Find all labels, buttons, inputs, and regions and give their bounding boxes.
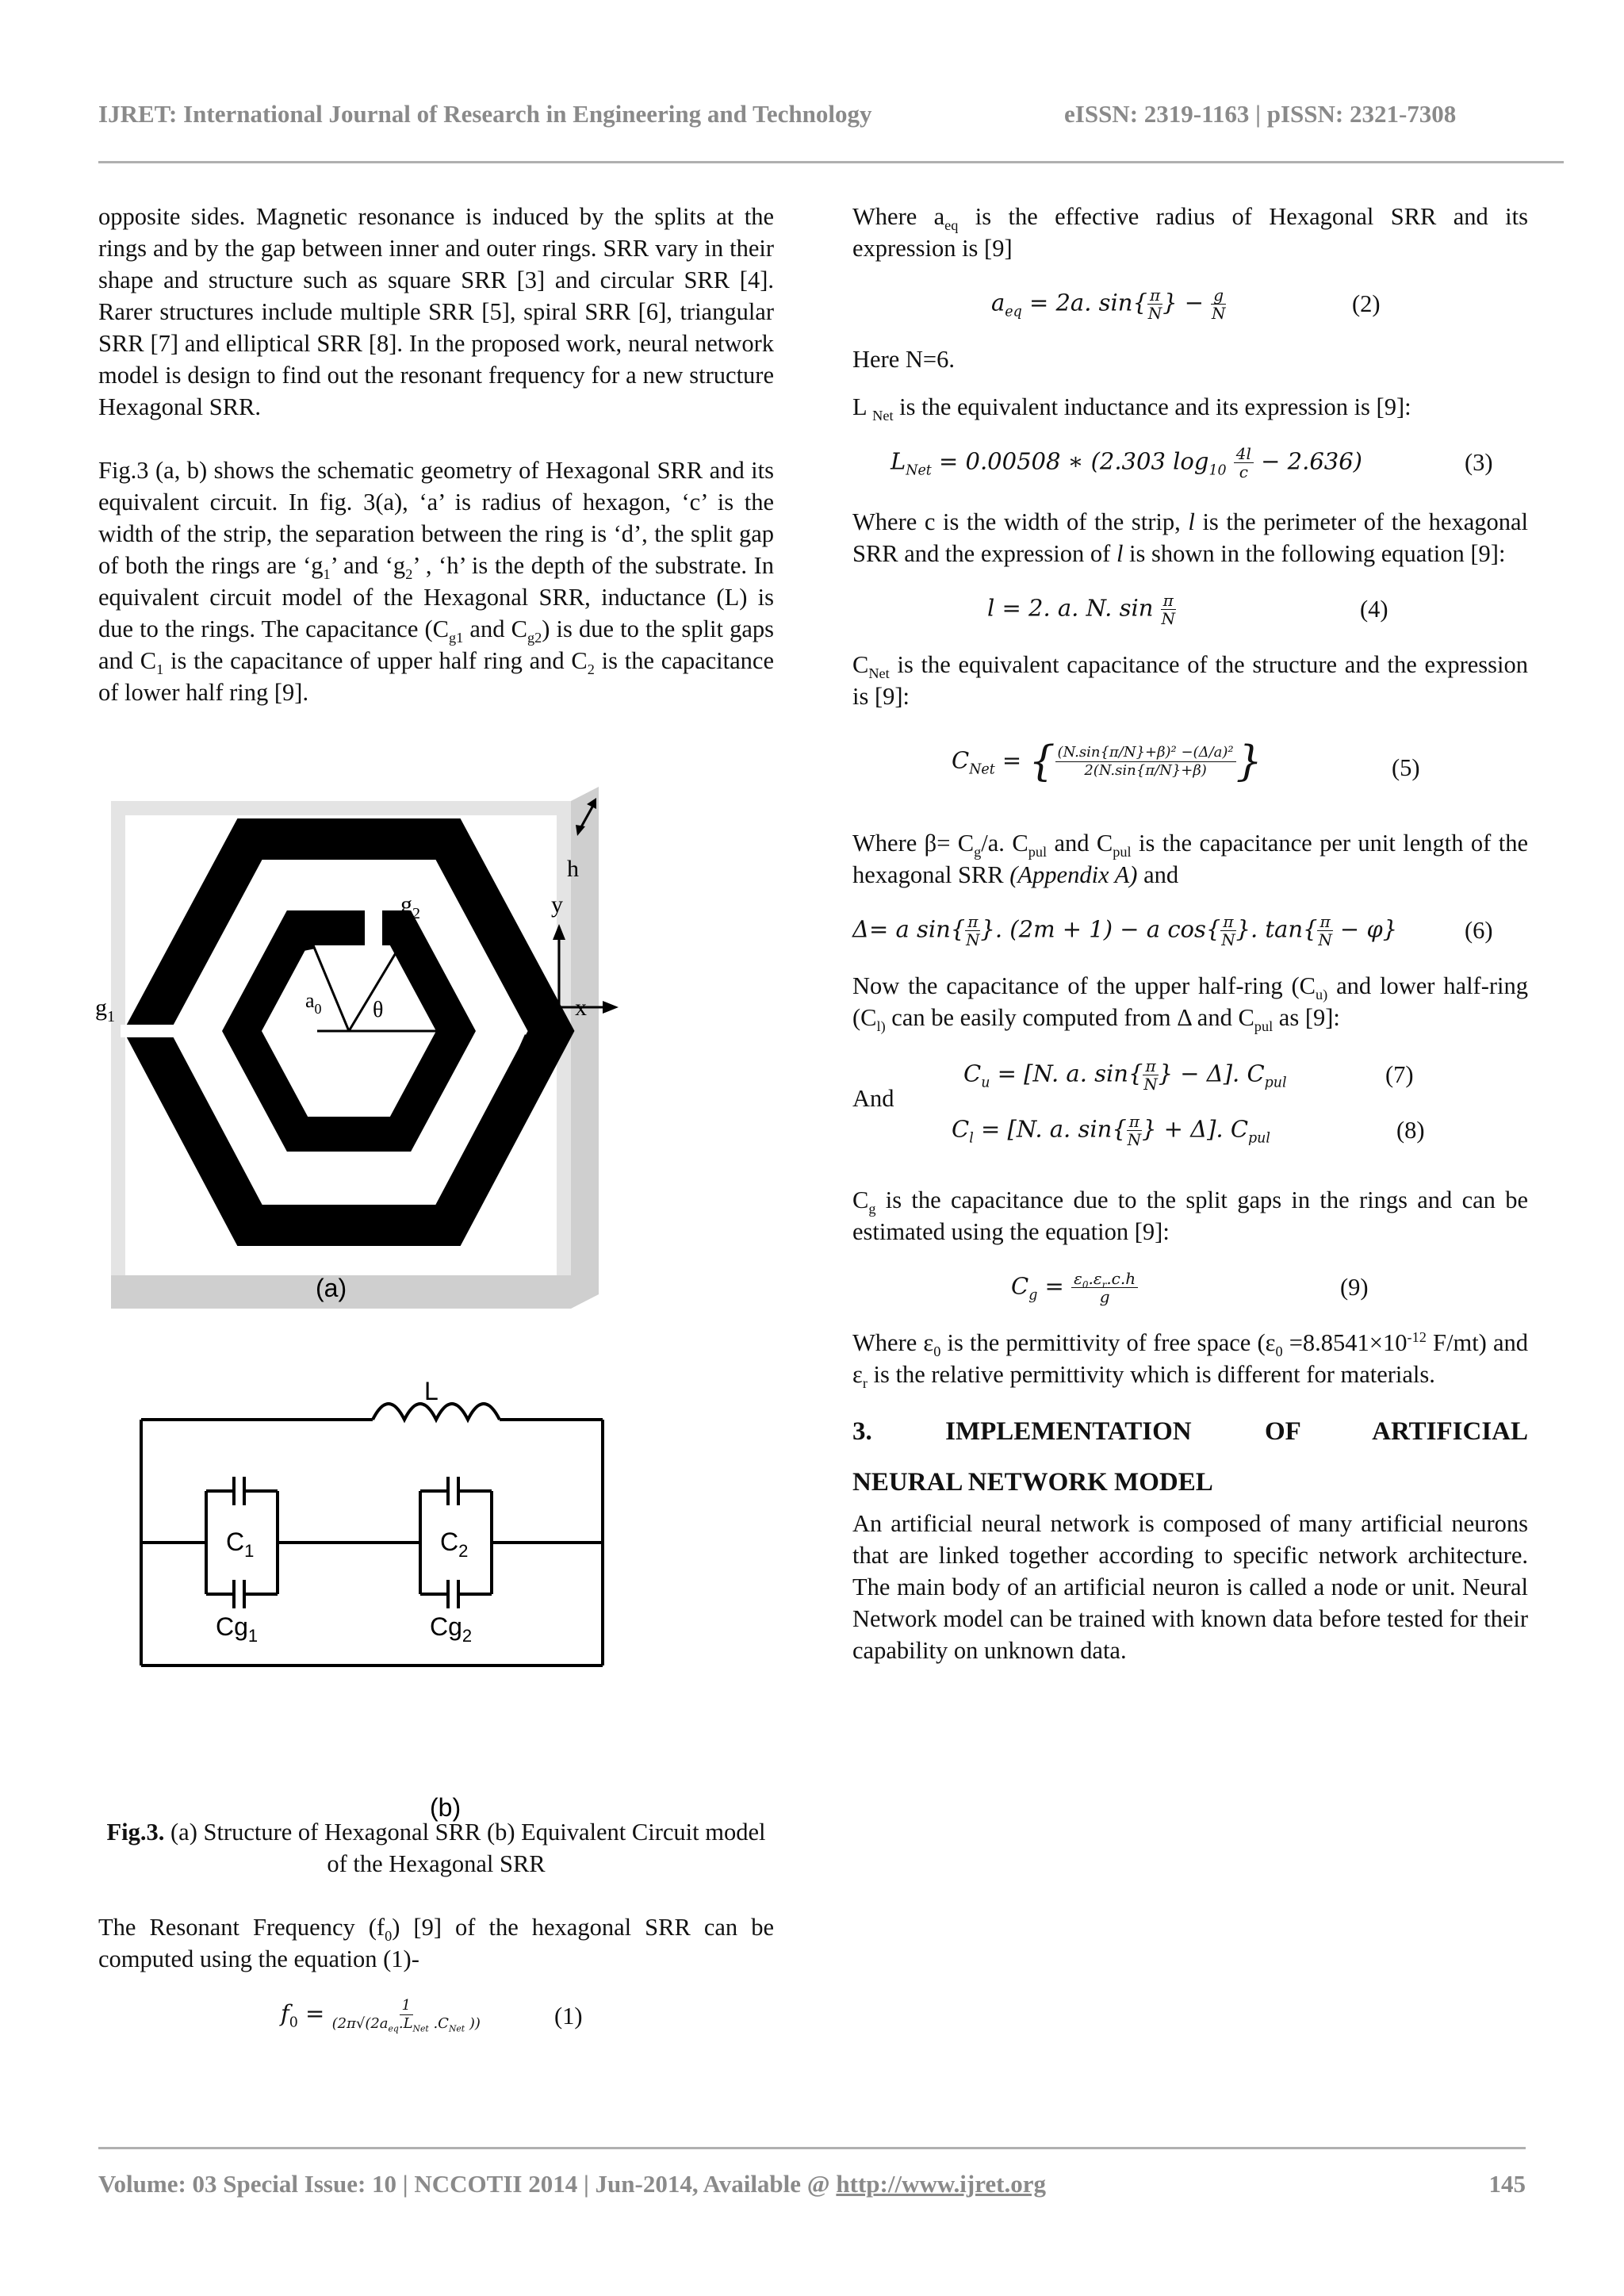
split-gap-outer [121, 1025, 176, 1037]
journal-url-link[interactable]: http://www.ijret.org [836, 2170, 1046, 2198]
paragraph-intro: opposite sides. Magnetic resonance is induced by the splits at the rings and by the gap between inner and outer rings. SRR vary in their shape and structure such as square SRR [3] and circular SRR [4]. Rarer structures include multiple SRR [5], spiral SRR [6], triangular SRR [7] and elliptical SRR [8]. In the proposed work, neural network model is design to find out the resonant frequency for a new structure Hexagonal SRR. [98, 203, 774, 420]
label-h: h [567, 856, 579, 882]
label-a: (a) [316, 1274, 347, 1302]
equation-5: $C_{Net}$ = { $\frac{\text{(N.sin\{π/N\}+β)² −(Δ/a)²}}{2(N.\sin\{\pi/N\}+\beta)}$ } (5) [952, 738, 1420, 786]
section-heading-line2: NEURAL NETWORK MODEL [852, 1468, 1213, 1497]
label-g2: $g_2$ [400, 891, 420, 922]
paragraph-cg: $C_g$ is the capacitance due to the split gaps in the rings and can be estimated using the equation [9]: [852, 1186, 1528, 1245]
equation-4: l = 2. a. N. sin $\frac{\pi}{N}$ (4) [987, 591, 1388, 628]
equation-7: $C_u = [N$. a. sin{ $\frac{\pi}{N}$ } − Δ]. $C_{pul}$ (7) [963, 1056, 1414, 1094]
label-g1: $g_1$ [95, 995, 115, 1025]
equation-2: $a_{eq} = 2a$. sin{ $\frac{\pi}{N}$ } − $\frac{g}{N}$ (2) [991, 286, 1381, 323]
left-column [98, 201, 774, 708]
paragraph-cu-cl: Now the capacitance of the upper half-ring ($C_{u)}$ and lower half-ring ($C_{l)}$ can be easily computed from Δ and $C_{pul}$ as [9]: [852, 972, 1528, 1035]
paragraph-cnet: $C_{Net}$ is the equivalent capacitance of the structure and the expression is [9]: [852, 651, 1528, 710]
equivalent-circuit [141, 1404, 603, 1665]
paragraph-resonant-frequency: The Resonant Frequency $(f_0)$ [9] of the hexagonal SRR can be computed using the equation (1)- [98, 1914, 774, 1972]
paragraph-aeq: Where $a_{eq}$ is the effective radius of Hexagonal SRR and its expression is [9] [852, 203, 1528, 262]
issn: eISSN: 2319-1163 | pISSN: 2321-7308 [1064, 100, 1457, 128]
label-L: L [424, 1377, 439, 1405]
page-number: 145 [1488, 2170, 1526, 2198]
and-label: And [852, 1085, 894, 1112]
equation-3: $L_{Net} = 0.00508$ ∗ (2.303 $\log_{10}$ $\frac{4l}{c}$ − 2.636) (3) [891, 444, 1493, 481]
header-rule [98, 161, 1564, 163]
left-column-bottom [98, 1816, 774, 2062]
paragraph-n6: Here N=6. [852, 346, 955, 373]
right-column [852, 201, 1528, 1666]
equation-8: And $C_l = [N$. a. sin{ $\frac{\pi}{N}$ } + Δ]. $C_{pul}$ (8) [852, 1105, 1528, 1160]
footer-rule [98, 2147, 1526, 2149]
label-c: c [341, 1094, 352, 1120]
figure-caption: Fig.3. (a) Structure of Hexagonal SRR (b) Equivalent Circuit model of the Hexagonal SRR [106, 1819, 766, 1877]
label-d: d [341, 1125, 354, 1152]
split-gap-inner [365, 904, 382, 952]
paragraph-lnet: L $_{Net}$ is the equivalent inductance and its expression is [9]: [852, 393, 1411, 424]
label-C1: $C_1$ [226, 1527, 255, 1561]
label-a0: $a_0$ [305, 989, 322, 1017]
label-Cg1: $Cg_1$ [216, 1612, 259, 1646]
section-heading-line1: 3. IMPLEMENTATION OF ARTIFICIAL [852, 1417, 1528, 1446]
label-z: z [511, 1058, 523, 1084]
paragraph-perimeter: Where c is the width of the strip, l is the perimeter of the hexagonal SRR and the expression of l is shown in the following equation [9]: [852, 508, 1528, 567]
label-b: (b) [430, 1793, 462, 1822]
footer-volume: Volume: 03 Special Issue: 10 | NCCOTII 2014 | Jun-2014, Available @ [98, 2170, 837, 2198]
journal-title: IJRET: International Journal of Research in Engineering and Technology [98, 100, 872, 128]
label-theta: θ [373, 998, 384, 1022]
paragraph-ann: An artificial neural network is composed of many artificial neurons that are linked together according to specific network architecture. The main body of an artificial neuron is called a node or unit. Neural Network model can be trained with known data before tested for their capability on unknown data. [852, 1510, 1528, 1664]
equation-1: $f_0$ = $\frac{1}{(2\pi√(2a_{eq}.L_{Net} .C_{Net} ))}$ (1) [281, 1997, 583, 2034]
paragraph-fig3-description: Fig.3 (a, b) shows the schematic geometry of Hexagonal SRR and its equivalent circuit. In fig. 3(a), ‘a’ is radius of hexagon, ‘c’ is the width of the strip, the separation between the ring is ‘d’, the split gap of both the rings are ‘$g_1$’ and ‘$g_2$’ , ‘h’ is the depth of the substrate. In equivalent circuit model of the Hexagonal SRR, inductance (L) is due to the rings. The capacitance ($C_{g1}$ and $C_{g2}$) is due to the split gaps and $C_1$ is the capacitance of upper half ring and $C_2$ is the capacitance of lower half ring [9]. [98, 457, 774, 706]
equation-6: Δ= a sin{ $\frac{\pi}{N}$ }. (2m + 1) − a cos{ $\frac{\pi}{N}$ }. tan{ $\frac{\pi}{N}$ − φ} (6) [852, 912, 1493, 949]
label-x: x [575, 995, 587, 1021]
label-Cg2: $Cg_2$ [430, 1612, 473, 1646]
label-C2: $C_2$ [440, 1527, 469, 1561]
paragraph-beta: Where $\beta= C_g/a$. $C_{pul}$ and $C_{pul}$ is the capacitance per unit length of the hexagonal SRR (Appendix A) and [852, 830, 1528, 888]
running-header [98, 100, 1526, 128]
equation-9: $C_g$ = $\frac{\varepsilon_0.\varepsilon_r.c.h}{g}$ (9) [1011, 1269, 1369, 1306]
figure-3 [95, 793, 619, 1824]
label-y: y [551, 891, 563, 918]
paragraph-permittivity: Where $\varepsilon_0$ is the permittivity of free space ($\varepsilon_0 =8.8541\times 10^{-12}$ F/mt) and $\varepsilon_r$ is the relative permittivity which is different for materials. [852, 1328, 1528, 1392]
running-footer [98, 2170, 1526, 2198]
